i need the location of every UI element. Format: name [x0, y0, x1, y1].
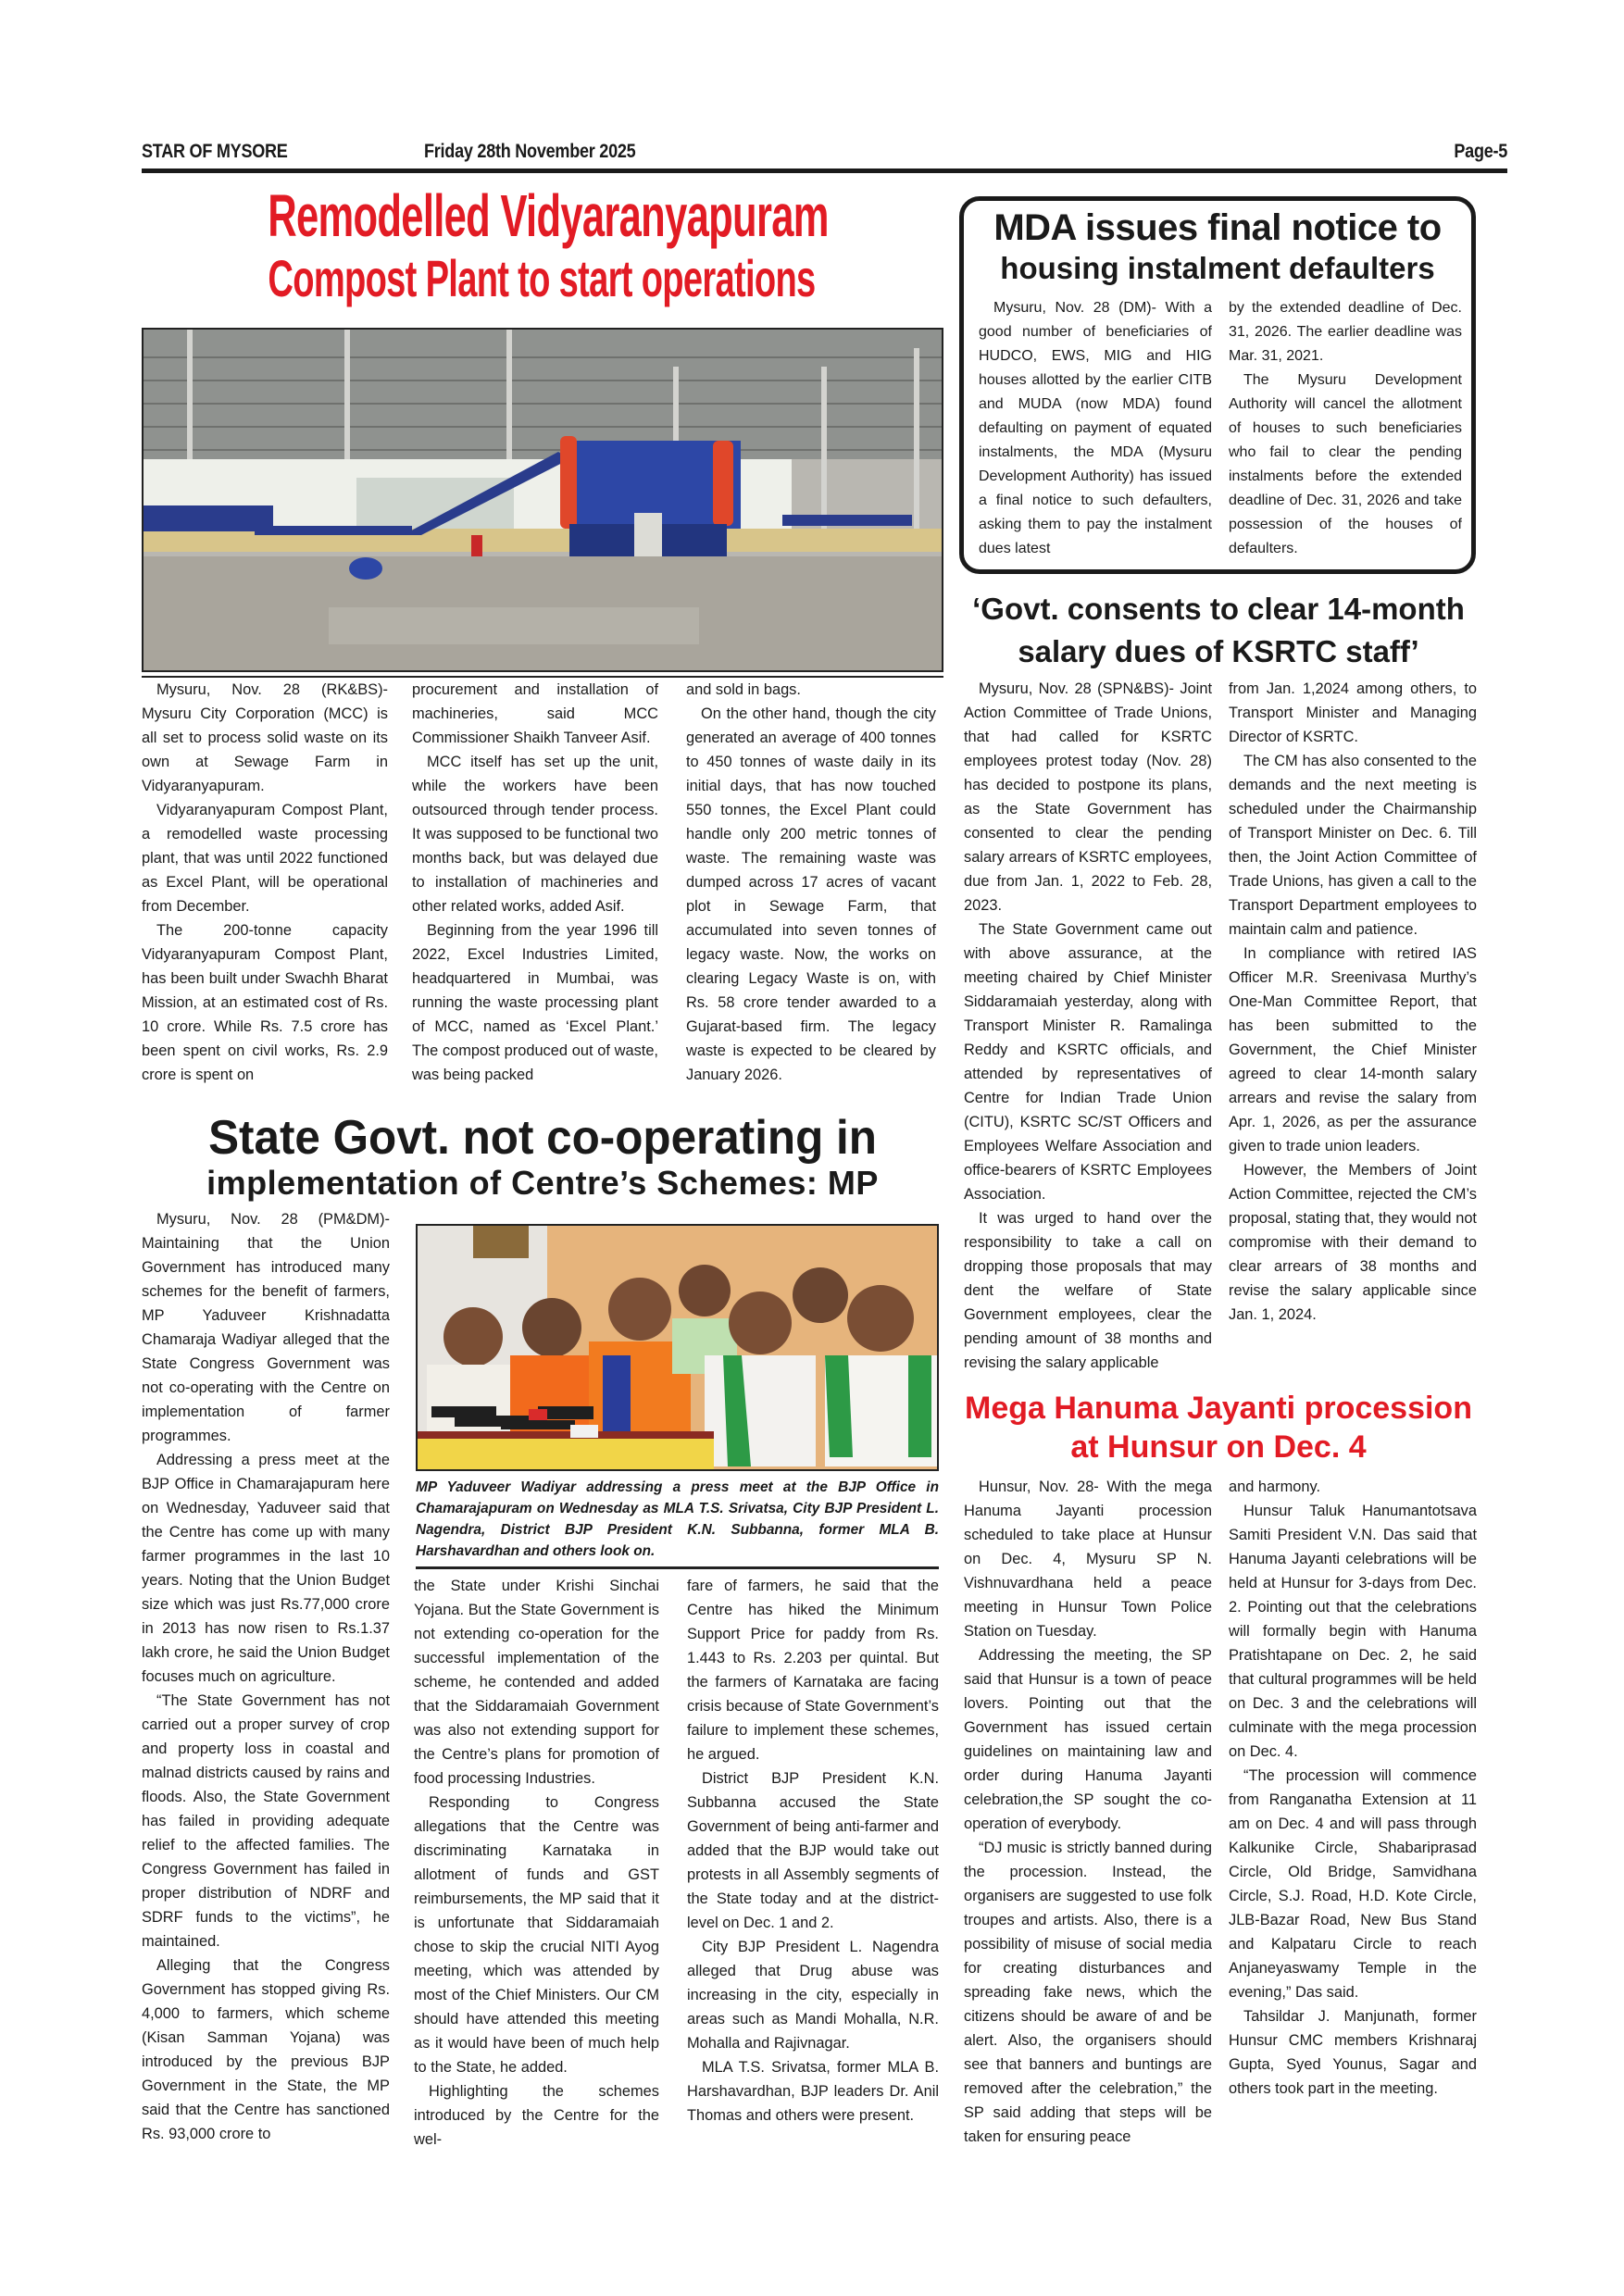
story-column-3: [687, 1574, 939, 2128]
paragraph: Mysuru, Nov. 28 (RK&BS)- Mysuru City Corporation (MCC) is all set to process solid waste on its own at Sewage Farm in Vidyaranyapuram.: [142, 681, 388, 794]
headline: State Govt. not co-operating in: [208, 1111, 877, 1165]
masthead: [142, 137, 1507, 172]
paragraph: Vidyaranyapuram Compost Plant, a remodelled waste processing plant, that was until 2022 functioned as Excel Plant, will be operational from December.: [142, 802, 388, 915]
story-column-2: [414, 1574, 659, 2152]
paragraph: Tahsildar J. Manjunath, former Hunsur CMC members Krishnaraj Gupta, Syed Younus, Sagar and others took part in the meeting.: [1229, 2008, 1477, 2097]
paragraph: Mysuru, Nov. 28 (DM)- With a good number of beneficiaries of HUDCO, EWS, MIG and HIG houses allotted by the earlier CITB and MUDA (now MDA) found defaulting on payment of equated instalments, the MDA (Mysuru Development Authority) has issued a final notice to such defaulters, asking them to pay the instalment dues latest: [979, 300, 1212, 556]
headline-line2: Compost Plant to start operations: [268, 249, 816, 307]
paragraph: The State Government came out with above assurance, at the meeting chaired by Chief Minister Siddaramaiah yesterday, along with Transport Minister R. Ramalinga Reddy and KSRTC officials, and attended by representatives of Centre for Indian Trade Union (CITU), KSRTC SC/ST Officers and Employees Welfare Association and office-bearers of KSRTC Employees Association.: [964, 921, 1212, 1203]
paragraph: Highlighting the schemes introduced by the Centre for the wel-: [414, 2083, 659, 2148]
story-column-1: [964, 1475, 1212, 2149]
headline: Mega Hanuma Jayanti procession: [965, 1391, 1472, 1426]
press-meet-photo: [416, 1224, 939, 1471]
paragraph: and harmony.: [1229, 1479, 1321, 1495]
paragraph: procurement and installation of machineries, said MCC Commissioner Shaikh Tanveer Asif.: [412, 681, 658, 746]
story-column-3: [686, 678, 936, 1087]
paragraph: Hunsur, Nov. 28- With the mega Hanuma Jayanti procession scheduled to take place at Hunsur on Dec. 4, Mysuru SP N. Vishnuvardhana held a peace meeting in Hunsur Town Police Station on Tuesday.: [964, 1479, 1212, 1640]
paragraph: “The procession will commence from Ranganatha Extension at 11 am on Dec. 4 and will pass through Kalkunike Circle, Shabariprasad Circle, Old Bridge, Samvidhana Circle, S.J. Road, H.D. Kote Circle, JLB-Bazar Road, New Bus Stand and Kalpataru Circle to reach Anjaneyaswamy Temple in the evening,” Das said.: [1229, 1767, 1477, 2001]
headline-line2: housing instalment defaulters: [1000, 251, 1435, 285]
photo-compost-plant-image: [144, 330, 942, 670]
story-column-2: [412, 678, 658, 1087]
paragraph: MLA T.S. Srivatsa, former MLA B. Harshavardhan, BJP leaders Dr. Anil Thomas and others were present.: [687, 2059, 939, 2124]
paragraph: the State under Krishi Sinchai Yojana. But the State Government is not extending co-operation for the successful implementation of the scheme, he contended and added that the Siddaramaiah Government was also not extending support for the Centre’s plans for promotion of food processing Industries.: [414, 1578, 659, 1787]
headline: MDA issues final notice to: [993, 207, 1442, 248]
paragraph: The Mysuru Development Authority will cancel the allotment of houses to such beneficiaries who fail to clear the pending instalments before the extended deadline of Dec. 31, 2026 and take possession of the houses of defaulters.: [1229, 372, 1462, 556]
paragraph: In compliance with retired IAS Officer M.R. Sreenivasa Murthy’s One-Man Committee Report, that has been submitted to the Government, the Chief Minister agreed to clear 14-month salary arrears and revise the salary from Apr. 1, 2026, as per the assurance given to trade union leaders.: [1229, 945, 1477, 1154]
caption-rule: [416, 1566, 939, 1569]
paragraph: It was urged to hand over the responsibility to take a call on dropping those proposals that may dent the welfare of State Government employees, clear the pending amount of 38 months and revising the salary applicable: [964, 1210, 1212, 1371]
story-column-1: [964, 677, 1212, 1375]
story-column-1: [979, 296, 1212, 561]
paragraph: However, the Members of Joint Action Committee, rejected the CM’s proposal, stating that, they would not compromise with their demand to clear arrears of 38 months and revise the salary applicable since Jan. 1, 2024.: [1229, 1162, 1477, 1323]
story-column-1: [142, 1207, 390, 2146]
paragraph: Hunsur Taluk Hanumantotsava Samiti President V.N. Das said that Hanuma Jayanti celebrations will be held at Hunsur for 3-days from Dec. 2. Pointing out that the celebrations will formally begin with Hanuma Pratishtapane on Dec. 2, he said that cultural programmes will be held on Dec. 3 and the celebrations will culminate with the mega procession on Dec. 4.: [1229, 1503, 1477, 1760]
issue-date: Friday 28th November 2025: [424, 141, 636, 162]
story-column-2: [1229, 296, 1462, 561]
paragraph: “The State Government has not carried out a proper survey of crop and property loss in coastal and malnad districts caused by rains and floods. Also, the State Government has failed in providing adequate relief to the affected families. The Congress Government has failed in proper distribution of NDRF and SDRF funds to the victims”, he maintained.: [142, 1692, 390, 1950]
paragraph: fare of farmers, he said that the Centre has hiked the Minimum Support Price for paddy from Rs. 1.443 to Rs. 2.203 per quintal. But the farmers of Karnataka are facing crisis because of State Government’s failure to implement these schemes, he argued.: [687, 1578, 939, 1763]
paragraph: and sold in bags.: [686, 681, 801, 698]
headline: [959, 588, 1478, 673]
paragraph: “DJ music is strictly banned during the procession. Instead, the organisers are suggested to use folk troupes and artists. Also, there is a possibility of misuse of social media for creating disturbances and spreading fake news, which the citizens should be aware of and be alert. Also, the organisers should see that banners and buntings are removed after the celebration,” the SP said adding that steps will be taken for ensuring peace: [964, 1840, 1212, 2145]
masthead-rule: [142, 168, 1507, 173]
paragraph: District BJP President K.N. Subbanna accused the State Government of being anti-farmer and added that the BJP would take out protests in all Assembly segments of the State today and at the district-level on Dec. 1 and 2.: [687, 1770, 939, 1931]
paragraph: from Jan. 1,2024 among others, to Transport Minister and Managing Director of KSRTC.: [1229, 680, 1477, 745]
headline: Remodelled Vidyaranyapuram: [268, 182, 829, 249]
headline-line1: ‘Govt. consents to clear 14-month: [972, 592, 1465, 626]
paragraph: Mysuru, Nov. 28 (PM&DM)- Maintaining that the Union Government has introduced many schemes for the benefit of farmers, MP Yaduveer Krishnadatta Chamaraja Wadiyar alleged that the State Congress Government was not co-operating with the Centre on implementation of farmer programmes.: [142, 1211, 390, 1444]
paragraph: The 200-tonne capacity Vidyaranyapuram Compost Plant, has been built under Swachh Bharat Mission, at an estimated cost of Rs. 10 crore. While Rs. 7.5 crore has been spent on civil works, Rs. 2.9 crore is spent on: [142, 922, 388, 1083]
story-column-1: [142, 678, 388, 1087]
photo-press-meet-image: [418, 1226, 937, 1469]
paragraph: Beginning from the year 1996 till 2022, Excel Industries Limited, headquartered in Mumbai, was running the waste processing plant of MCC, named as ‘Excel Plant.’ The compost produced out of waste, was being packed: [412, 922, 658, 1083]
photo-caption: MP Yaduveer Wadiyar addressing a press meet at the BJP Office in Chamarajapuram on Wednesday as MLA T.S. Srivatsa, City BJP President L. Nagendra, District BJP President K.N. Subbanna, former MLA B. Harshavardhan and others look on.: [416, 1479, 939, 1559]
compost-plant-photo: [142, 328, 943, 672]
story-column-2: [1229, 1475, 1477, 2101]
paragraph: by the extended deadline of Dec. 31, 2026. The earlier deadline was Mar. 31, 2021.: [1229, 300, 1462, 364]
paragraph: Responding to Congress allegations that the Centre was discriminating Karnataka in allotment of funds and GST reimbursements, the MP said that it is unfortunate that Siddaramaiah chose to skip the crucial NITI Ayog meeting, which was attended by most of the Chief Ministers. Our CM should have attended this meeting as it would have been of much help to the State, he added.: [414, 1794, 659, 2076]
paragraph: On the other hand, though the city generated an average of 400 tonnes to 450 tonnes of waste daily in its initial days, that has now touched 550 tonnes, the Excel Plant could handle only 200 metric tonnes of waste. The remaining waste was dumped across 17 acres of vacant plot in Sewage Farm, that accumulated into seven tonnes of legacy waste. Now, the works on clearing Legacy Waste is on, with Rs. 58 crore tender awarded to a Gujarat-based firm. The legacy waste is expected to be cleared by January 2026.: [686, 705, 936, 1083]
paragraph: MCC itself has set up the unit, while the workers have been outsourced through tender process. It was supposed to be functional two months back, but was delayed due to installation of machineries and other related works, added Asif.: [412, 754, 658, 915]
headline-line2: implementation of Centre’s Schemes: MP: [206, 1164, 879, 1202]
paragraph: Alleging that the Congress Government has stopped giving Rs. 4,000 to farmers, which scheme (Kisan Samman Yojana) was introduced by the previous BJP Government in the State, the MP said that the Centre has sanctioned Rs. 93,000 crore to: [142, 1957, 390, 2142]
page-number: Page-5: [1454, 141, 1507, 162]
headline-line2: salary dues of KSRTC staff’: [1018, 634, 1419, 668]
paragraph: Addressing the meeting, the SP said that Hunsur is a town of peace lovers. Pointing out that the Government has issued certain guidelines on maintaining law and order during Hanuma Jayanti celebration,the SP sought the co-operation of everybody.: [964, 1647, 1212, 1832]
paragraph: City BJP President L. Nagendra alleged that Drug abuse was increasing in the city, especially in areas such as Mandi Mohalla, N.R. Mohalla and Rajivnagar.: [687, 1939, 939, 2052]
headline-line2: at Hunsur on Dec. 4: [1070, 1429, 1367, 1465]
paper-name: STAR OF MYSORE: [142, 141, 288, 162]
paragraph: The CM has also consented to the demands and the next meeting is scheduled under the Chairmanship of Transport Minister on Dec. 6. Till then, the Joint Action Committee of Trade Unions, has given a call to the Transport Department employees to maintain calm and patience.: [1229, 753, 1477, 938]
paragraph: Mysuru, Nov. 28 (SPN&BS)- Joint Action Committee of Trade Unions, that had called for KSRTC employees protest today (Nov. 28) has decided to postpone its plans, as the State Government has consented to clear the pending salary arrears of KSRTC employees, due from Jan. 1, 2022 to Feb. 28, 2023.: [964, 680, 1212, 914]
story-column-2: [1229, 677, 1477, 1327]
paragraph: Addressing a press meet at the BJP Office in Chamarajapuram here on Wednesday, Yaduveer said that the Centre has come up with many farmer programmes in the last 10 years. Noting that the Union Budget size which was just Rs.77,000 crore in 2013 has now risen to Rs.1.37 lakh crore, he said the Union Budget focuses much on agriculture.: [142, 1452, 390, 1685]
